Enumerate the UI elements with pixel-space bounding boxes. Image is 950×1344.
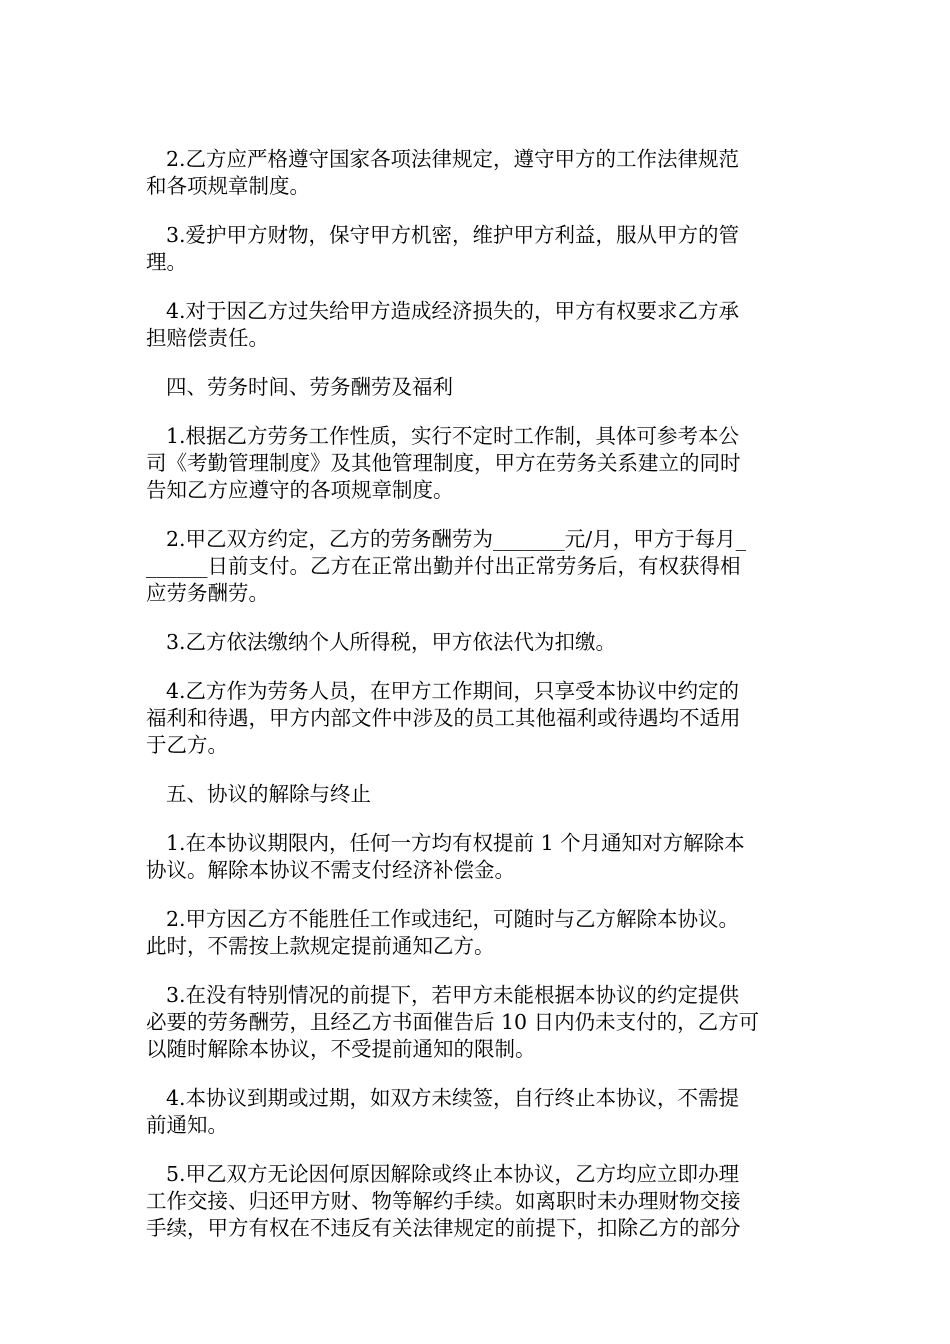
text-line: 2.乙方应严格遵守国家各项法律规定，遵守甲方的工作法律规范	[166, 147, 740, 171]
clause-paragraph	[146, 982, 806, 1063]
text-line: 和各项规章制度。	[146, 174, 310, 198]
text-line: 四、劳务时间、劳务酬劳及福利	[166, 375, 453, 399]
text-line: ______日前支付。乙方在正常出勤并付出正常劳务后，有权获得相	[146, 554, 741, 578]
text-line: 1.根据乙方劳务工作性质，实行不定时工作制，具体可参考本公	[166, 424, 740, 448]
text-line: 理。	[146, 250, 187, 274]
text-line: 工作交接、归还甲方财、物等解约手续。如离职时未办理财物交接	[146, 1189, 741, 1213]
text-line: 3.乙方依法缴纳个人所得税，甲方依法代为扣缴。	[166, 630, 617, 654]
clause-paragraph	[146, 629, 806, 656]
text-line: 3.在没有特别情况的前提下，若甲方未能根据本协议的约定提供	[166, 983, 740, 1007]
clause-paragraph	[146, 678, 806, 759]
text-line: 告知乙方应遵守的各项规章制度。	[146, 478, 454, 502]
clause-paragraph	[146, 906, 806, 960]
clause-paragraph	[146, 1161, 806, 1242]
text-line: 司《考勤管理制度》及其他管理制度，甲方在劳务关系建立的同时	[146, 451, 741, 475]
clause-paragraph	[146, 146, 806, 200]
text-line: 4.乙方作为劳务人员，在甲方工作期间，只享受本协议中约定的	[166, 679, 740, 703]
text-line: 于乙方。	[146, 733, 228, 757]
text-line: 协议。解除本协议不需支付经济补偿金。	[146, 858, 515, 882]
text-line: 2.甲乙双方约定，乙方的劳务酬劳为_______元/月，甲方于每月_	[166, 527, 746, 551]
section-heading	[146, 781, 806, 808]
text-line: 5.甲乙双方无论因何原因解除或终止本协议，乙方均应立即办理	[166, 1162, 740, 1186]
document-body	[146, 146, 806, 1264]
text-line: 手续，甲方有权在不违反有关法律规定的前提下，扣除乙方的部分	[146, 1216, 741, 1240]
text-line: 此时，不需按上款规定提前通知乙方。	[146, 934, 495, 958]
text-line: 必要的劳务酬劳，且经乙方书面催告后 10 日内仍未支付的，乙方可	[146, 1010, 760, 1034]
clause-paragraph	[146, 1085, 806, 1139]
clause-paragraph	[146, 526, 806, 607]
text-line: 担赔偿责任。	[146, 326, 269, 350]
clause-paragraph	[146, 830, 806, 884]
text-line: 应劳务酬劳。	[146, 581, 269, 605]
text-line: 4.本协议到期或过期，如双方未续签，自行终止本协议，不需提	[166, 1086, 740, 1110]
clause-paragraph	[146, 298, 806, 352]
text-line: 福利和待遇，甲方内部文件中涉及的员工其他福利或待遇均不适用	[146, 706, 741, 730]
text-line: 前通知。	[146, 1113, 228, 1137]
clause-paragraph	[146, 222, 806, 276]
text-line: 五、协议的解除与终止	[166, 782, 371, 806]
text-line: 以随时解除本协议，不受提前通知的限制。	[146, 1037, 536, 1061]
text-line: 2.甲方因乙方不能胜任工作或违纪，可随时与乙方解除本协议。	[166, 907, 740, 931]
text-line: 1.在本协议期限内，任何一方均有权提前 1 个月通知对方解除本	[166, 831, 745, 855]
text-line: 4.对于因乙方过失给甲方造成经济损失的，甲方有权要求乙方承	[166, 299, 740, 323]
text-line: 3.爱护甲方财物，保守甲方机密，维护甲方利益，服从甲方的管	[166, 223, 740, 247]
section-heading	[146, 374, 806, 401]
clause-paragraph	[146, 423, 806, 504]
